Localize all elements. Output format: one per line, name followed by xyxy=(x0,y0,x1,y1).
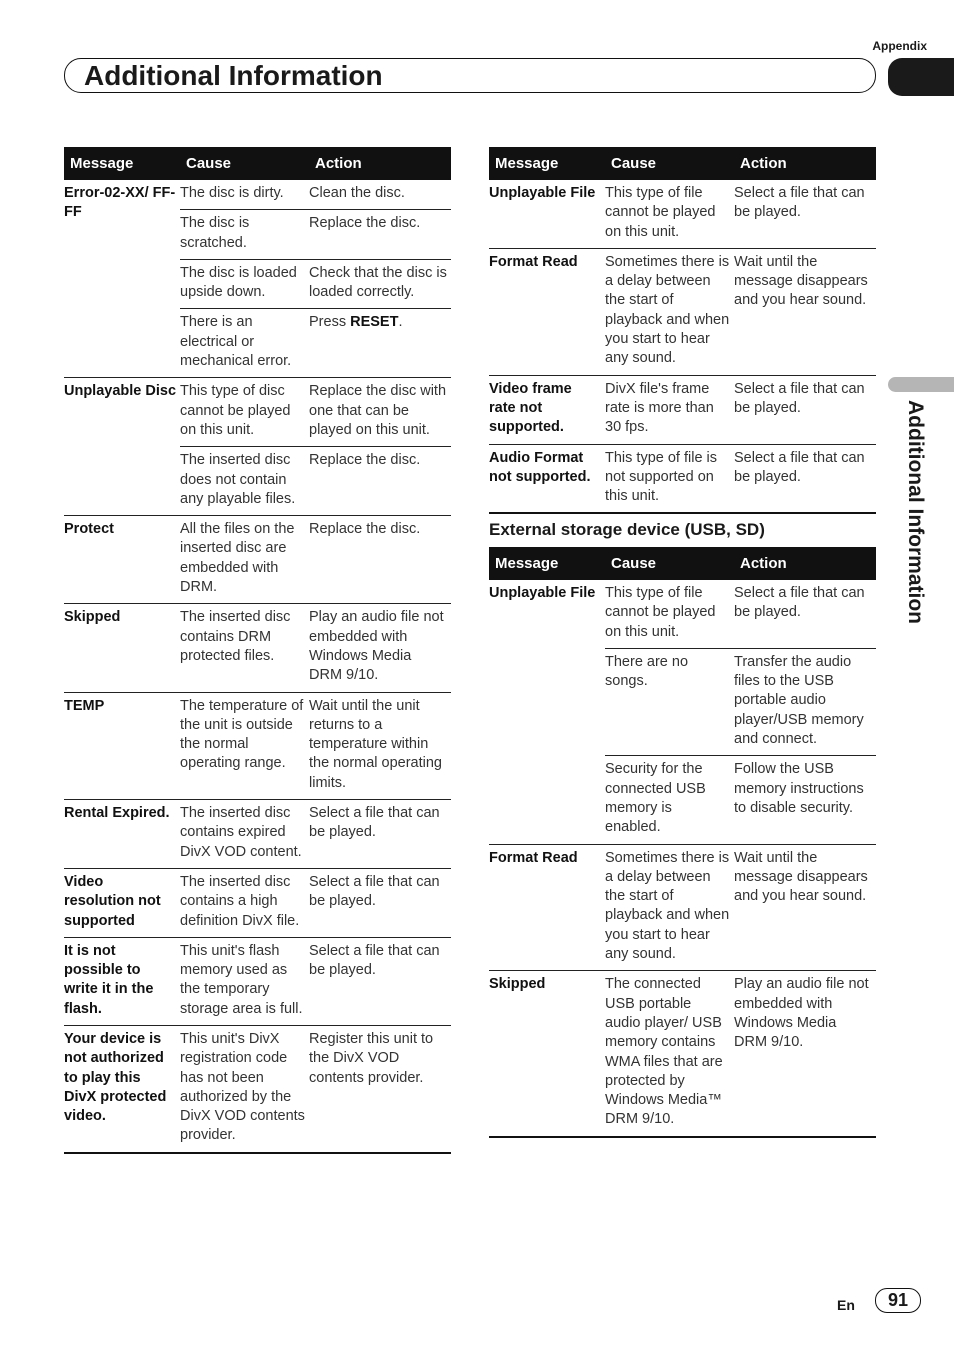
message-cell: Rental Expired. xyxy=(64,800,180,869)
message-cell: Unplayable File xyxy=(489,180,605,248)
cause-cell: The disc is dirty. xyxy=(180,180,309,210)
page-title: Additional Information xyxy=(84,60,383,91)
message-cell: Error-02-XX/ FF-FF xyxy=(64,180,180,378)
table-row xyxy=(489,444,876,513)
column-header-action: Action xyxy=(734,147,876,180)
side-section-label: Additional Information xyxy=(904,400,927,624)
cause-cell: This type of disc cannot be played on this unit. xyxy=(180,378,309,447)
table-row xyxy=(64,692,451,799)
corner-tab-marker xyxy=(888,58,954,96)
side-tab-marker xyxy=(888,377,954,392)
message-cell: Format Read xyxy=(489,248,605,375)
section-heading: External storage device (USB, SD) xyxy=(489,520,765,539)
cause-cell: All the files on the inserted disc are embedded with DRM. xyxy=(180,516,309,604)
table-row xyxy=(489,844,876,971)
table-row xyxy=(489,375,876,444)
action-cell: Replace the disc. xyxy=(309,516,451,604)
message-cell: It is not possible to write it in the flash. xyxy=(64,937,180,1025)
cause-cell: Security for the connected USB memory is enabled. xyxy=(605,756,734,844)
action-cell: Select a file that can be played. xyxy=(309,868,451,937)
action-cell xyxy=(309,309,451,378)
message-cell: Format Read xyxy=(489,844,605,971)
action-suffix: . xyxy=(398,314,403,331)
column-header-message: Message xyxy=(64,147,180,180)
right-message-table xyxy=(489,147,876,514)
column-header-cause: Cause xyxy=(180,147,309,180)
action-cell: Register this unit to the DivX VOD contents provider. xyxy=(309,1025,451,1152)
cause-cell: This type of file cannot be played on this unit. xyxy=(605,180,734,248)
cause-cell: The inserted disc does not contain any playable files. xyxy=(180,447,309,516)
column-header-cause: Cause xyxy=(605,547,734,580)
action-cell: Replace the disc with one that can be played on this unit. xyxy=(309,378,451,447)
action-cell: Replace the disc. xyxy=(309,447,451,516)
table-row xyxy=(489,180,876,248)
cause-cell: Sometimes there is a delay between the start of playback and when you start to hear any sound. xyxy=(605,248,734,375)
language-label: En xyxy=(837,1297,855,1313)
action-text: Press xyxy=(309,314,347,331)
message-cell: Unplayable Disc xyxy=(64,378,180,516)
table-row xyxy=(64,516,451,604)
table-row xyxy=(64,1025,451,1152)
cause-cell: The inserted disc contains a high definition DivX file. xyxy=(180,868,309,937)
page-number: 91 xyxy=(875,1288,921,1313)
action-cell: Follow the USB memory instructions to disable security. xyxy=(734,756,876,844)
cause-cell: Sometimes there is a delay between the start of playback and when you start to hear any sound. xyxy=(605,844,734,971)
cause-cell: The disc is loaded upside down. xyxy=(180,259,309,309)
cause-cell: The connected USB portable audio player/ USB memory contains WMA files that are protected by Windows Media™ DRM 9/10. xyxy=(605,971,734,1137)
cause-cell: This unit's flash memory used as the temporary storage area is full. xyxy=(180,937,309,1025)
cause-cell: The temperature of the unit is outside the normal operating range. xyxy=(180,692,309,799)
table-row xyxy=(64,937,451,1025)
message-cell: Protect xyxy=(64,516,180,604)
action-cell: Clean the disc. xyxy=(309,180,451,210)
left-message-table xyxy=(64,147,451,1154)
action-cell: Select a file that can be played. xyxy=(734,444,876,513)
column-header-action: Action xyxy=(309,147,451,180)
reset-keyword: RESET xyxy=(350,314,399,331)
column-header-action: Action xyxy=(734,547,876,580)
cause-cell: This type of file cannot be played on this unit. xyxy=(605,580,734,648)
action-cell: Select a file that can be played. xyxy=(734,375,876,444)
action-cell: Select a file that can be played. xyxy=(309,937,451,1025)
table-row xyxy=(64,604,451,692)
cause-cell: This type of file is not supported on this unit. xyxy=(605,444,734,513)
cause-cell: This unit's DivX registration code has not been authorized by the DivX VOD contents provider. xyxy=(180,1025,309,1152)
action-cell: Play an audio file not embedded with Windows Media DRM 9/10. xyxy=(309,604,451,692)
table-row xyxy=(64,868,451,937)
column-header-message: Message xyxy=(489,147,605,180)
action-cell: Replace the disc. xyxy=(309,210,451,260)
cause-cell: The inserted disc contains DRM protected files. xyxy=(180,604,309,692)
section-label: Appendix xyxy=(872,39,927,53)
action-cell: Transfer the audio files to the USB portable audio player/USB memory and connect. xyxy=(734,648,876,755)
table-row xyxy=(64,378,451,447)
column-header-cause: Cause xyxy=(605,147,734,180)
cause-cell: There are no songs. xyxy=(605,648,734,755)
cause-cell: DivX file's frame rate is more than 30 fps. xyxy=(605,375,734,444)
action-cell: Select a file that can be played. xyxy=(309,800,451,869)
message-cell: Skipped xyxy=(489,971,605,1137)
message-cell: Video resolution not supported xyxy=(64,868,180,937)
message-cell: TEMP xyxy=(64,692,180,799)
message-cell: Skipped xyxy=(64,604,180,692)
action-cell: Select a file that can be played. xyxy=(734,180,876,248)
table-row xyxy=(64,800,451,869)
table-row xyxy=(489,248,876,375)
table-row xyxy=(64,180,451,210)
action-cell: Check that the disc is loaded correctly. xyxy=(309,259,451,309)
action-cell: Play an audio file not embedded with Windows Media DRM 9/10. xyxy=(734,971,876,1137)
action-cell: Wait until the message disappears and you hear sound. xyxy=(734,248,876,375)
cause-cell: The disc is scratched. xyxy=(180,210,309,260)
message-cell: Video frame rate not supported. xyxy=(489,375,605,444)
action-cell: Wait until the unit returns to a temperature within the normal operating limits. xyxy=(309,692,451,799)
message-cell: Unplayable File xyxy=(489,580,605,844)
message-cell: Your device is not authorized to play this DivX protected video. xyxy=(64,1025,180,1152)
message-cell: Audio Format not supported. xyxy=(489,444,605,513)
cause-cell: There is an electrical or mechanical error. xyxy=(180,309,309,378)
cause-cell: The inserted disc contains expired DivX VOD content. xyxy=(180,800,309,869)
storage-message-table xyxy=(489,547,876,1138)
action-cell: Select a file that can be played. xyxy=(734,580,876,648)
action-cell: Wait until the message disappears and you hear sound. xyxy=(734,844,876,971)
table-row xyxy=(489,971,876,1137)
column-header-message: Message xyxy=(489,547,605,580)
table-row xyxy=(489,580,876,648)
